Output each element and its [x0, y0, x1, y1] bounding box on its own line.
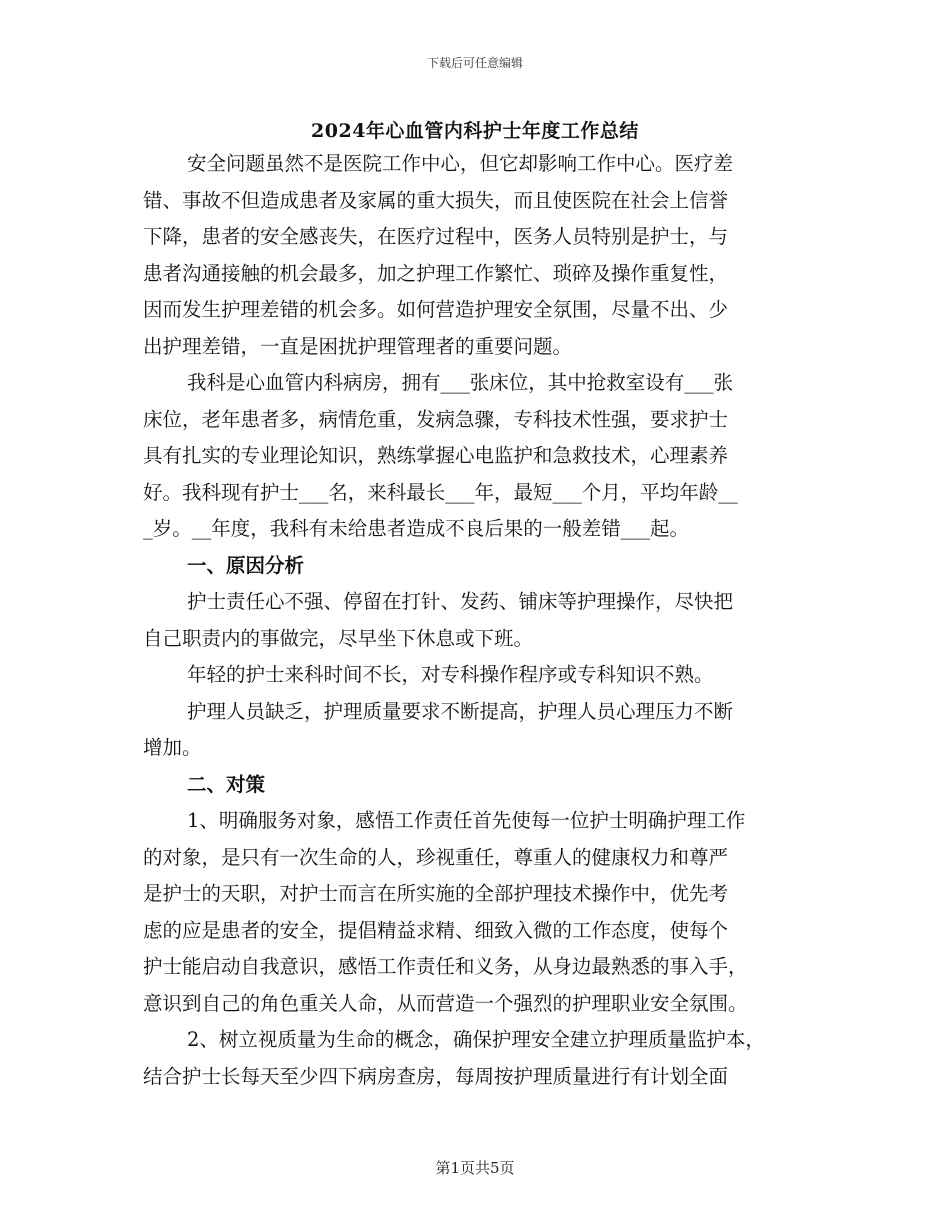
text-line: 护理人员缺乏，护理质量要求不断提高，护理人员心理压力不断 [187, 699, 734, 723]
text-line: 错、事故不但造成患者及家属的重大损失，而且使医院在社会上信誉 [143, 188, 729, 212]
text-line: 床位，老年患者多，病情危重，发病急骤，专科技术性强，要求护士 [143, 407, 729, 431]
text-line: 意识到自己的角色重关人命，从而营造一个强烈的护理职业安全氛围。 [143, 991, 748, 1015]
text-line: 年轻的护士来科时间不长，对专科操作程序或专科知识不熟。 [187, 663, 714, 686]
text-line: 护士能启动自我意识，感悟工作责任和义务，从身边最熟悉的事入手， [143, 955, 748, 978]
text-line: 护士责任心不强、停留在打针、发药、铺床等护理操作，尽快把 [187, 590, 734, 613]
text-line: 1、明确服务对象，感悟工作责任首先使每一位护士明确护理工作 [187, 809, 746, 832]
text-line: 因而发生护理差错的机会多。如何营造护理安全氛围，尽量不出、少 [143, 298, 729, 321]
text-line: 患者沟通接触的机会最多，加之护理工作繁忙、琐碎及操作重复性， [143, 261, 729, 285]
document-body [143, 146, 833, 1095]
text-line: 自己职责内的事做完，尽早坐下休息或下班。 [143, 626, 534, 650]
text-line: 我科是心血管内科病房，拥有___张床位，其中抢救室设有___张 [187, 371, 734, 394]
text-line: 出护理差错，一直是困扰护理管理者的重要问题。 [143, 334, 573, 358]
text-line: 结合护士长每天至少四下病房查房，每周按护理质量进行有计划全面 [143, 1064, 729, 1088]
text-line: 安全问题虽然不是医院工作中心，但它却影响工作中心。医疗差 [187, 152, 734, 175]
text-line: 的对象，是只有一次生命的人，珍视重任，尊重人的健康权力和尊严 [143, 845, 729, 869]
text-line: _岁。__年度，我科有未给患者造成不良后果的一般差错___起。 [143, 517, 690, 540]
section-heading: 一、原因分析 [187, 553, 305, 577]
text-line: 是护士的天职，对护士而言在所实施的全部护理技术操作中，优先考 [143, 882, 729, 905]
text-line: 增加。 [143, 736, 202, 759]
text-line: 好。我科现有护士___名，来科最长___年，最短___个月，平均年龄__ [143, 480, 738, 504]
text-line: 2、树立视质量为生命的概念，确保护理安全建立护理质量监护本， [187, 1028, 765, 1051]
text-line: 虑的应是患者的安全，提倡精益求精、细致入微的工作态度，使每个 [143, 918, 729, 942]
section-heading: 二、对策 [187, 772, 266, 796]
document-title: 2024年心血管内科护士年度工作总结 [311, 120, 639, 142]
page-footer: 第1页共5页 [435, 1159, 515, 1177]
text-line: 下降，患者的安全感丧失，在医疗过程中，医务人员特别是护士，与 [143, 225, 729, 248]
header-note: 下载后可任意编辑 [426, 56, 523, 70]
text-line: 具有扎实的专业理论知识，熟练掌握心电监护和急救技术，心理素养 [143, 444, 729, 467]
